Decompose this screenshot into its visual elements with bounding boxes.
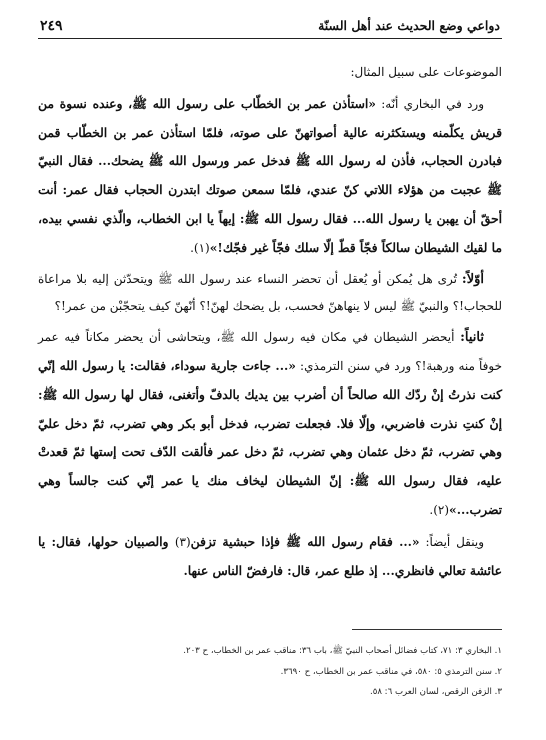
page-number: ٢٤٩	[40, 18, 63, 34]
intro-text: الموضوعات على سبيل المثال:	[350, 65, 502, 79]
page-header	[38, 18, 502, 39]
point-two-label: ثانياً:	[460, 330, 484, 346]
also-narrated-intro: وينقل أيضاً:	[419, 534, 485, 549]
footnote-item: ٢. سنن الترمذي ٥: ٥٨٠، في مناقب عمر بن الخطاب، ح ٣٦٩٠.	[280, 666, 502, 677]
point-one-label: أوّلاً:	[461, 271, 484, 287]
footnote-separator	[352, 629, 502, 630]
point-one-text: تُرى هل يُمكن أو يُعقل أن تحضر النساء عند رسول الله ﷺ ويتحدّثن إليه بلا مراعاة للحجاب!؟ والنبيّ ﷺ ليس لا ينهاهنّ فحسب، بل يضحك لهنّ!؟ أنّهنّ كيف يتحجّبْن من عمر!؟	[38, 271, 502, 314]
page-body	[38, 59, 502, 585]
running-title: دواعي وضع الحديث عند أهل السنّة	[318, 18, 500, 33]
footnotes	[38, 641, 502, 703]
footnote-item: ١. البخاري ٣: ٧١، كتاب فضائل أصحاب النبيّ ﷺ، باب ٣٦: مناقب عمر بن الخطاب، ح ٢٠٣.	[183, 646, 502, 656]
intro-paragraph	[38, 59, 502, 87]
footnote-item: ٣. الزفن الرقص، لسان العرب ٦: ٥٨.	[369, 687, 502, 697]
footnote-ref-3: (٣)	[174, 534, 191, 549]
footnote-ref-2: (٢).	[429, 502, 450, 517]
paragraph-second-point	[38, 324, 502, 525]
footnote-ref-1: (١).	[190, 240, 210, 255]
hadith-habashiya-part-b: والصبيان حولها، فقال: يا عائشة تعالي فانظري... إذ طلع عمر، قال: فارفضّ الناس عنها.	[38, 533, 502, 578]
hadith-habashiya-part-a: «... فقام رسول الله ﷺ فإذا حبشية تزفن	[190, 533, 420, 549]
point-two-text: أيحضر الشيطان في مكان فيه رسول الله ﷺ، ويتحاشى أن يحضر مكاناً فيه عمر خوفاً منه ورهبة!؟ ورد في سنن الترمذي:	[38, 330, 503, 373]
paragraph-also-narrated	[38, 528, 502, 586]
hadith-tirmidhi: «... جاءت جارية سوداء، فقالت: يا رسول الله إنّي كنت نذرتُ إنْ ردّك الله صالحاً أن أضرب بين يديك بالدفّ وأتغنى، فقال لها رسول الله ﷺ: إنْ كنتِ نذرت فاضربي، وإلّا فلا. فجعلت تضرب، فدخل أبو بكر وهي تضرب، ثمّ دخل عليّ وهي تضرب، ثمّ دخل عثمان وهي تضرب، ثمّ دخل عمر فألقت الدّف تحت إستها ثمّ قعدتْ عليه، فقال رسول الله ﷺ: إنّ الشيطان ليخاف منك يا عمر إنّي كنت جالساً وهي تضرب...»	[38, 357, 502, 517]
paragraph-bukhari-intro: ورد في البخاري أنّه:	[375, 96, 485, 111]
paragraph-first-point	[38, 266, 502, 322]
paragraph-bukhari	[38, 90, 502, 263]
hadith-bukhari: «استأذن عمر بن الخطّاب على رسول الله ﷺ، وعنده نسوة من قريش يكلّمنه ويستكثرنه عالية أصواتهنّ على صوته، فلمّا استأذن عمر بن الخطّاب قمن فبادرن الحجاب، فأذن له رسول الله ﷺ فدخل عمر ورسول الله ﷺ يضحك... فقال النبيّ ﷺ عجبت من هؤلاء اللاتي كنّ عندي، فلمّا سمعن صوتك ابتدرن الحجاب فقال عمر: أنت أحقّ أن يهبن يا رسول الله... فقال رسول الله ﷺ: إيهاً يا ابن الخطاب، والّذي نفسي بيده، ما لقيك الشيطان سالكاً فجّاً قطّ إلّا سلك فجّاً غير فجّك!»	[38, 95, 502, 255]
